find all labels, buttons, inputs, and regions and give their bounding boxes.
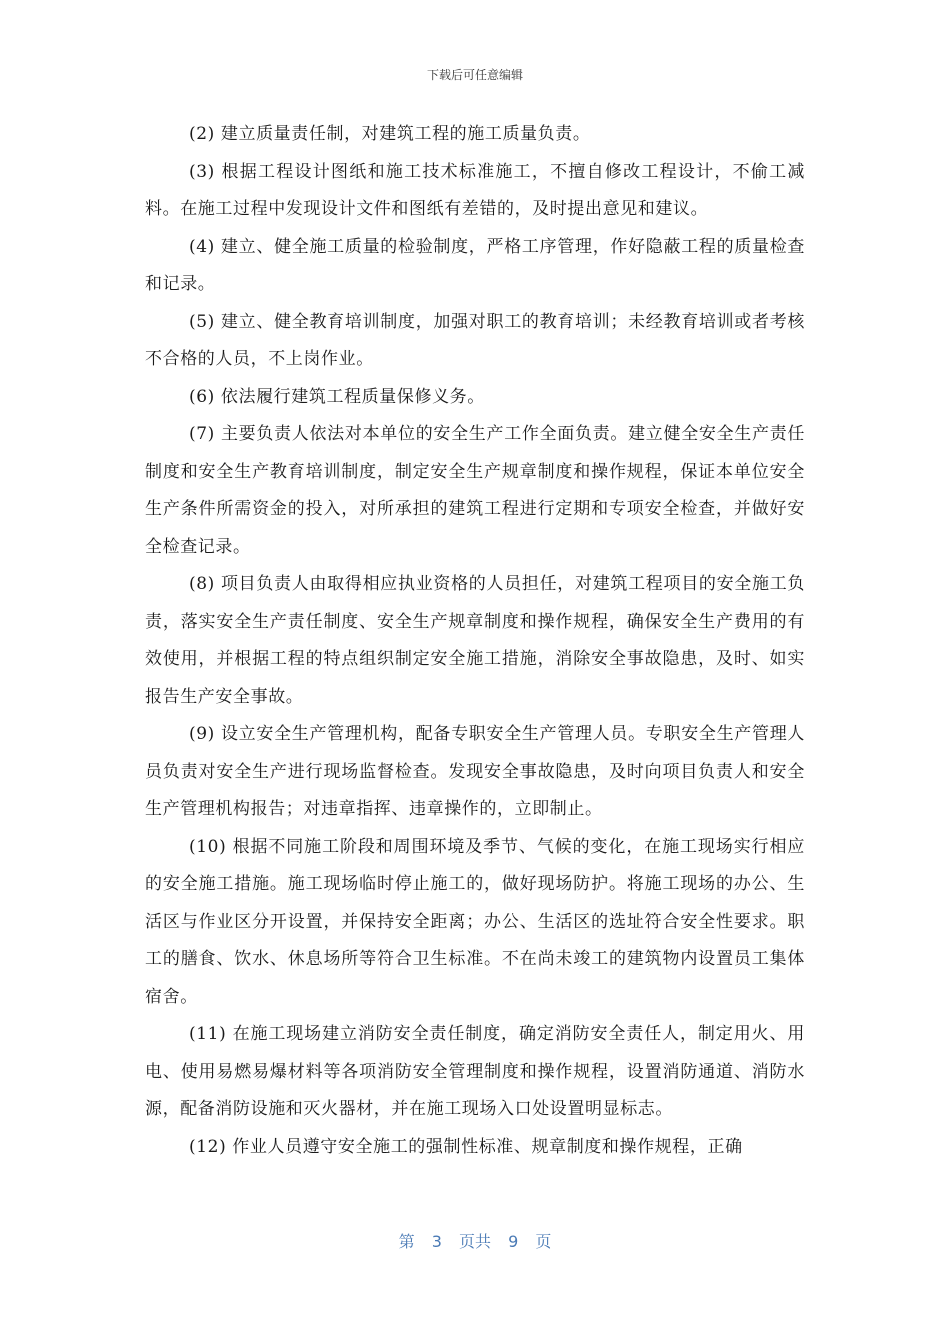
paragraph: (8) 项目负责人由取得相应执业资格的人员担任，对建筑工程项目的安全施工负责，落实安全生产责任制度、安全生产规章制度和操作规程，确保安全生产费用的有效使用，并根据工程的特点组织制定安全施工措施，消除安全事故隐患，及时、如实报告生产安全事故。 — [145, 574, 805, 707]
paragraph: (6) 依法履行建筑工程质量保修义务。 — [189, 386, 485, 407]
paragraph: (12) 作业人员遵守安全施工的强制性标准、规章制度和操作规程，正确 — [189, 1136, 743, 1157]
paragraph: (4) 建立、健全施工质量的检验制度，严格工序管理，作好隐蔽工程的质量检查和记录。 — [145, 236, 805, 294]
page-number-footer — [0, 1229, 950, 1252]
paragraph: (9) 设立安全生产管理机构，配备专职安全生产管理人员。专职安全生产管理人员负责对安全生产进行现场监督检查。发现安全事故隐患，及时向项目负责人和安全生产管理机构报告；对违章指挥、违章操作的，立即制止。 — [145, 724, 805, 819]
paragraph: (3) 根据工程设计图纸和施工技术标准施工，不擅自修改工程设计，不偷工减料。在施工过程中发现设计文件和图纸有差错的，及时提出意见和建议。 — [145, 161, 805, 219]
paragraph: (11) 在施工现场建立消防安全责任制度，确定消防安全责任人，制定用火、用电、使用易燃易爆材料等各项消防安全管理制度和操作规程，设置消防通道、消防水源，配备消防设施和灭火器材，并在施工现场入口处设置明显标志。 — [145, 1024, 805, 1119]
footer-suffix: 页 — [535, 1232, 552, 1251]
paragraph: (5) 建立、健全教育培训制度，加强对职工的教育培训；未经教育培训或者考核不合格的人员，不上岗作业。 — [145, 311, 805, 369]
paragraph: (2) 建立质量责任制，对建筑工程的施工质量负责。 — [189, 124, 591, 144]
page-header: 下载后可任意编辑 — [426, 68, 523, 82]
paragraph: (7) 主要负责人依法对本单位的安全生产工作全面负责。建立健全安全生产责任制度和安全生产教育培训制度，制定安全生产规章制度和操作规程，保证本单位安全生产条件所需资金的投入，对所承担的建筑工程进行定期和专项安全检查，并做好安全检查记录。 — [145, 424, 805, 557]
paragraph: (10) 根据不同施工阶段和周围环境及季节、气候的变化，在施工现场实行相应的安全施工措施。施工现场临时停止施工的，做好现场防护。将施工现场的办公、生活区与作业区分开设置，并保持安全距离；办公、生活区的选址符合安全性要求。职工的膳食、饮水、休息场所等符合卫生标准。不在尚未竣工的建筑物内设置员工集体宿舍。 — [145, 836, 805, 1007]
footer-middle: 页共 — [458, 1232, 491, 1251]
footer-current-page: 3 — [431, 1232, 442, 1251]
document-body — [145, 116, 805, 1166]
footer-prefix: 第 — [398, 1232, 415, 1251]
footer-total-pages: 9 — [508, 1232, 519, 1251]
